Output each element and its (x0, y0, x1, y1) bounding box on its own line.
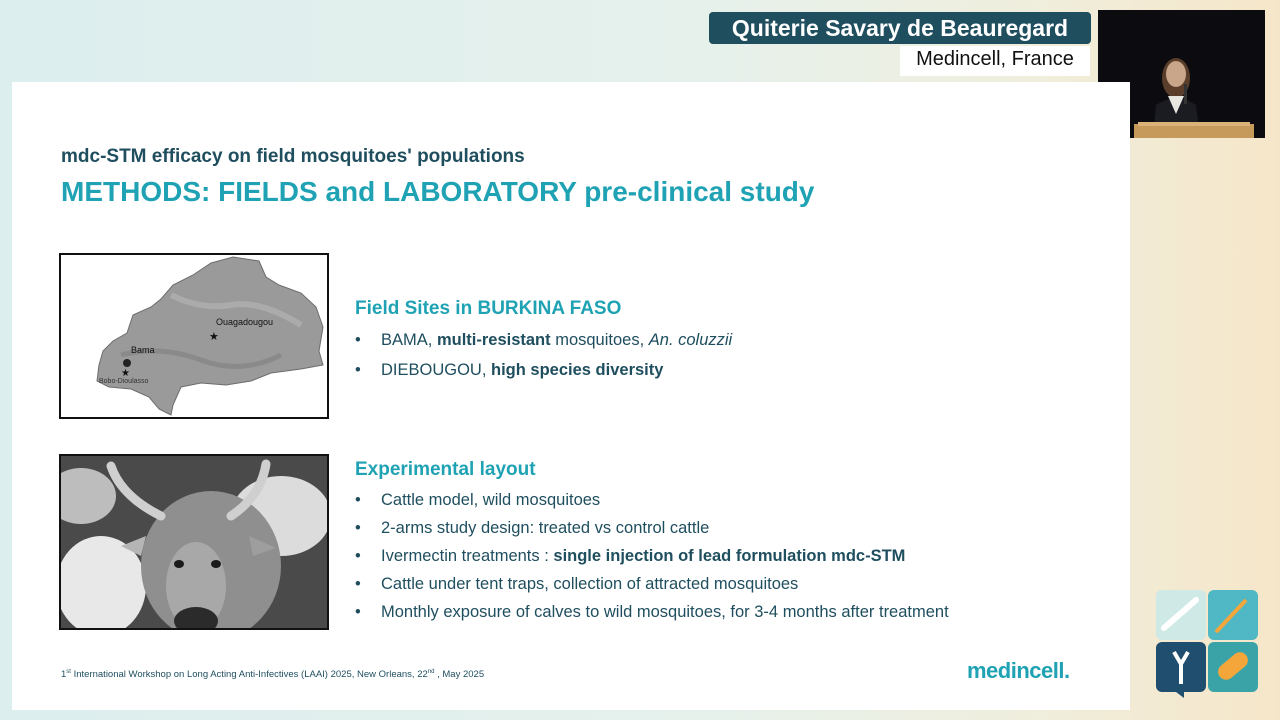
footer-citation: 1st International Workshop on Long Acting Anti-Infectives (LAAI) 2025, New Orleans, 22nd , May 2025 (61, 669, 485, 681)
cattle-photo (59, 454, 329, 630)
experimental-list (355, 490, 949, 630)
star-icon: ★ (209, 331, 219, 343)
slide (12, 82, 1130, 710)
map-label-bobo: Bobo-Dioulasso (99, 378, 149, 385)
burkina-faso-map (59, 253, 329, 419)
list-item: • BAMA, multi-resistant mosquitoes, An. coluzzii (355, 330, 732, 358)
site-marker-icon (123, 359, 131, 367)
list-item: • 2-arms study design: treated vs control cattle (355, 518, 949, 546)
experimental-heading: Experimental layout (355, 459, 536, 480)
presenter-affiliation: Medincell, France (900, 46, 1090, 76)
field-sites-heading: Field Sites in BURKINA FASO (355, 298, 622, 319)
field-sites-list (355, 330, 732, 388)
list-item: • Cattle under tent traps, collection of attracted mosquitoes (355, 574, 949, 602)
conference-badge-icon (1154, 588, 1260, 698)
list-item: • Cattle model, wild mosquitoes (355, 490, 949, 518)
list-item: • Ivermectin treatments : single injection of lead formulation mdc-STM (355, 546, 949, 574)
map-label-bama: Bama (131, 345, 155, 355)
medincell-logo: medincell. (967, 658, 1070, 683)
map-label-ouagadougou: Ouagadougou (216, 317, 274, 327)
slide-title: METHODS: FIELDS and LABORATORY pre-clinical study (61, 176, 815, 207)
slide-subtitle: mdc-STM efficacy on field mosquitoes' populations (61, 146, 525, 167)
star-icon: ★ (121, 368, 130, 379)
presenter-name-tag (709, 12, 1091, 44)
list-item: • DIEBOUGOU, high species diversity (355, 360, 732, 388)
list-item: • Monthly exposure of calves to wild mosquitoes, for 3-4 months after treatment (355, 602, 949, 630)
presenter-name: Quiterie Savary de Beauregard (731, 15, 1069, 41)
